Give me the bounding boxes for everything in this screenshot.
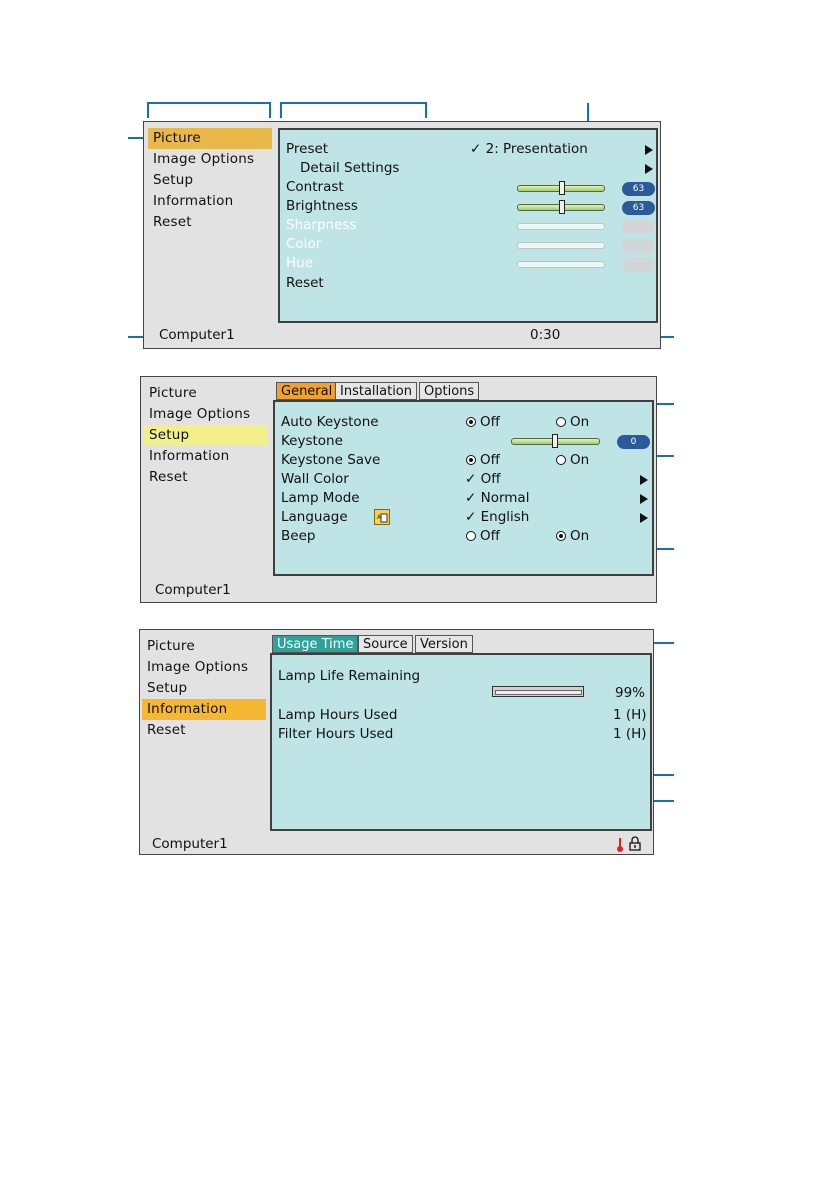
auto-keystone-off-radio[interactable]	[466, 417, 476, 427]
auto-keystone-on-label[interactable]: On	[570, 414, 590, 430]
brightness-slider[interactable]	[517, 204, 605, 211]
brightness-label[interactable]: Brightness	[286, 198, 358, 214]
keystone-slider[interactable]	[511, 438, 600, 445]
detail-arrow-icon[interactable]	[645, 164, 653, 174]
wall-color-value[interactable]: ✓ Off	[465, 471, 501, 487]
hue-slider	[517, 261, 605, 268]
menu-setup	[140, 376, 657, 603]
preset-label[interactable]: Preset	[286, 141, 329, 157]
sidebar-item-setup[interactable]: Setup	[144, 425, 268, 446]
filter-hours-label: Filter Hours Used	[278, 726, 394, 742]
menu3-panel	[270, 653, 652, 831]
sidebar-item-information[interactable]: Information	[153, 193, 234, 209]
callout-bracket-right	[280, 102, 427, 104]
status-timer: 0:30	[530, 327, 561, 343]
beep-off-radio[interactable]	[466, 531, 476, 541]
tab-installation[interactable]: Installation	[335, 382, 417, 400]
brightness-value: 63	[622, 201, 655, 215]
sidebar-item-reset[interactable]: Reset	[153, 214, 192, 230]
sidebar-item-reset[interactable]: Reset	[149, 469, 188, 485]
sidebar-item-image-options[interactable]: Image Options	[147, 659, 249, 675]
contrast-value: 63	[622, 182, 655, 196]
lamp-mode-label[interactable]: Lamp Mode	[281, 490, 360, 506]
contrast-thumb[interactable]	[559, 181, 565, 195]
lamp-life-label: Lamp Life Remaining	[278, 668, 421, 684]
status-source: Computer1	[155, 582, 231, 598]
menu2-sidebar	[144, 383, 268, 488]
sharpness-value	[622, 220, 655, 234]
keystone-thumb[interactable]	[552, 434, 558, 448]
status-source: Computer1	[152, 836, 228, 852]
color-slider	[517, 242, 605, 249]
brightness-thumb[interactable]	[559, 200, 565, 214]
lamp-mode-value[interactable]: ✓ Normal	[465, 490, 530, 506]
lamp-mode-arrow-icon[interactable]	[640, 494, 648, 504]
menu1-sidebar	[148, 128, 272, 233]
reset-label[interactable]: Reset	[286, 275, 324, 291]
callout-bracket-right-r	[425, 102, 427, 118]
tab-options[interactable]: Options	[419, 382, 479, 400]
keystone-save-on-radio[interactable]	[556, 455, 566, 465]
wall-color-arrow-icon[interactable]	[640, 475, 648, 485]
menu2-tabs	[276, 382, 576, 400]
keystone-value: 0	[617, 435, 650, 449]
sidebar-item-setup[interactable]: Setup	[153, 172, 194, 188]
tab-version[interactable]: Version	[415, 635, 473, 653]
keystone-label[interactable]: Keystone	[281, 433, 343, 449]
menu2-panel	[273, 400, 654, 576]
wall-color-label[interactable]: Wall Color	[281, 471, 349, 487]
sidebar-item-reset[interactable]: Reset	[147, 722, 186, 738]
beep-on-radio[interactable]	[556, 531, 566, 541]
sidebar-item-image-options[interactable]: Image Options	[153, 151, 255, 167]
sharpness-slider	[517, 223, 605, 230]
sidebar-item-picture[interactable]: Picture	[149, 385, 197, 401]
hue-value	[622, 258, 655, 272]
sidebar-item-information[interactable]: Information	[149, 448, 230, 464]
lamp-life-value: 99%	[615, 685, 646, 701]
beep-on-label[interactable]: On	[570, 528, 590, 544]
contrast-slider[interactable]	[517, 185, 605, 192]
language-value[interactable]: ✓ English	[465, 509, 530, 525]
status-source: Computer1	[159, 327, 235, 343]
callout-bracket-right-l	[280, 102, 282, 118]
keystone-save-on-label[interactable]: On	[570, 452, 590, 468]
language-icon	[374, 509, 390, 525]
sidebar-item-picture[interactable]: Picture	[148, 128, 272, 149]
language-arrow-icon[interactable]	[640, 513, 648, 523]
lamp-hours-value: 1 (H)	[613, 707, 647, 723]
auto-keystone-off-label[interactable]: Off	[480, 414, 500, 430]
sharpness-label: Sharpness	[286, 217, 357, 233]
sidebar-item-setup[interactable]: Setup	[147, 680, 188, 696]
keystone-save-label[interactable]: Keystone Save	[281, 452, 381, 468]
keystone-save-off-radio[interactable]	[466, 455, 476, 465]
lamp-life-bar-fill	[495, 690, 582, 695]
auto-keystone-on-radio[interactable]	[556, 417, 566, 427]
language-label[interactable]: Language	[281, 509, 348, 525]
tab-usage-time[interactable]: Usage Time	[272, 635, 358, 653]
detail-settings-label[interactable]: Detail Settings	[300, 160, 400, 176]
callout-bracket-left-l	[147, 102, 149, 118]
preset-arrow-icon[interactable]	[645, 145, 653, 155]
menu-picture	[143, 121, 661, 349]
sidebar-item-image-options[interactable]: Image Options	[149, 406, 251, 422]
tab-general[interactable]: General	[276, 382, 337, 400]
color-value	[622, 239, 655, 253]
svg-text:A: A	[377, 514, 382, 521]
sidebar-item-picture[interactable]: Picture	[147, 638, 195, 654]
filter-hours-value: 1 (H)	[613, 726, 647, 742]
menu3-tabs	[272, 635, 592, 653]
lock-icon	[628, 836, 642, 852]
lamp-life-bar	[492, 686, 584, 697]
contrast-label[interactable]: Contrast	[286, 179, 344, 195]
hue-label: Hue	[286, 255, 314, 271]
color-label: Color	[286, 236, 322, 252]
preset-value[interactable]: ✓ 2: Presentation	[470, 141, 588, 157]
beep-label[interactable]: Beep	[281, 528, 316, 544]
sidebar-item-information[interactable]: Information	[142, 699, 266, 720]
thermometer-icon	[616, 837, 624, 852]
callout-bracket-left-r	[269, 102, 271, 118]
menu-information	[139, 629, 654, 855]
beep-off-label[interactable]: Off	[480, 528, 500, 544]
callout-bracket-left	[147, 102, 271, 104]
auto-keystone-label[interactable]: Auto Keystone	[281, 414, 379, 430]
keystone-save-off-label[interactable]: Off	[480, 452, 500, 468]
tab-source[interactable]: Source	[358, 635, 413, 653]
menu3-sidebar	[142, 636, 266, 741]
menu1-panel	[278, 128, 658, 323]
lamp-hours-label: Lamp Hours Used	[278, 707, 398, 723]
